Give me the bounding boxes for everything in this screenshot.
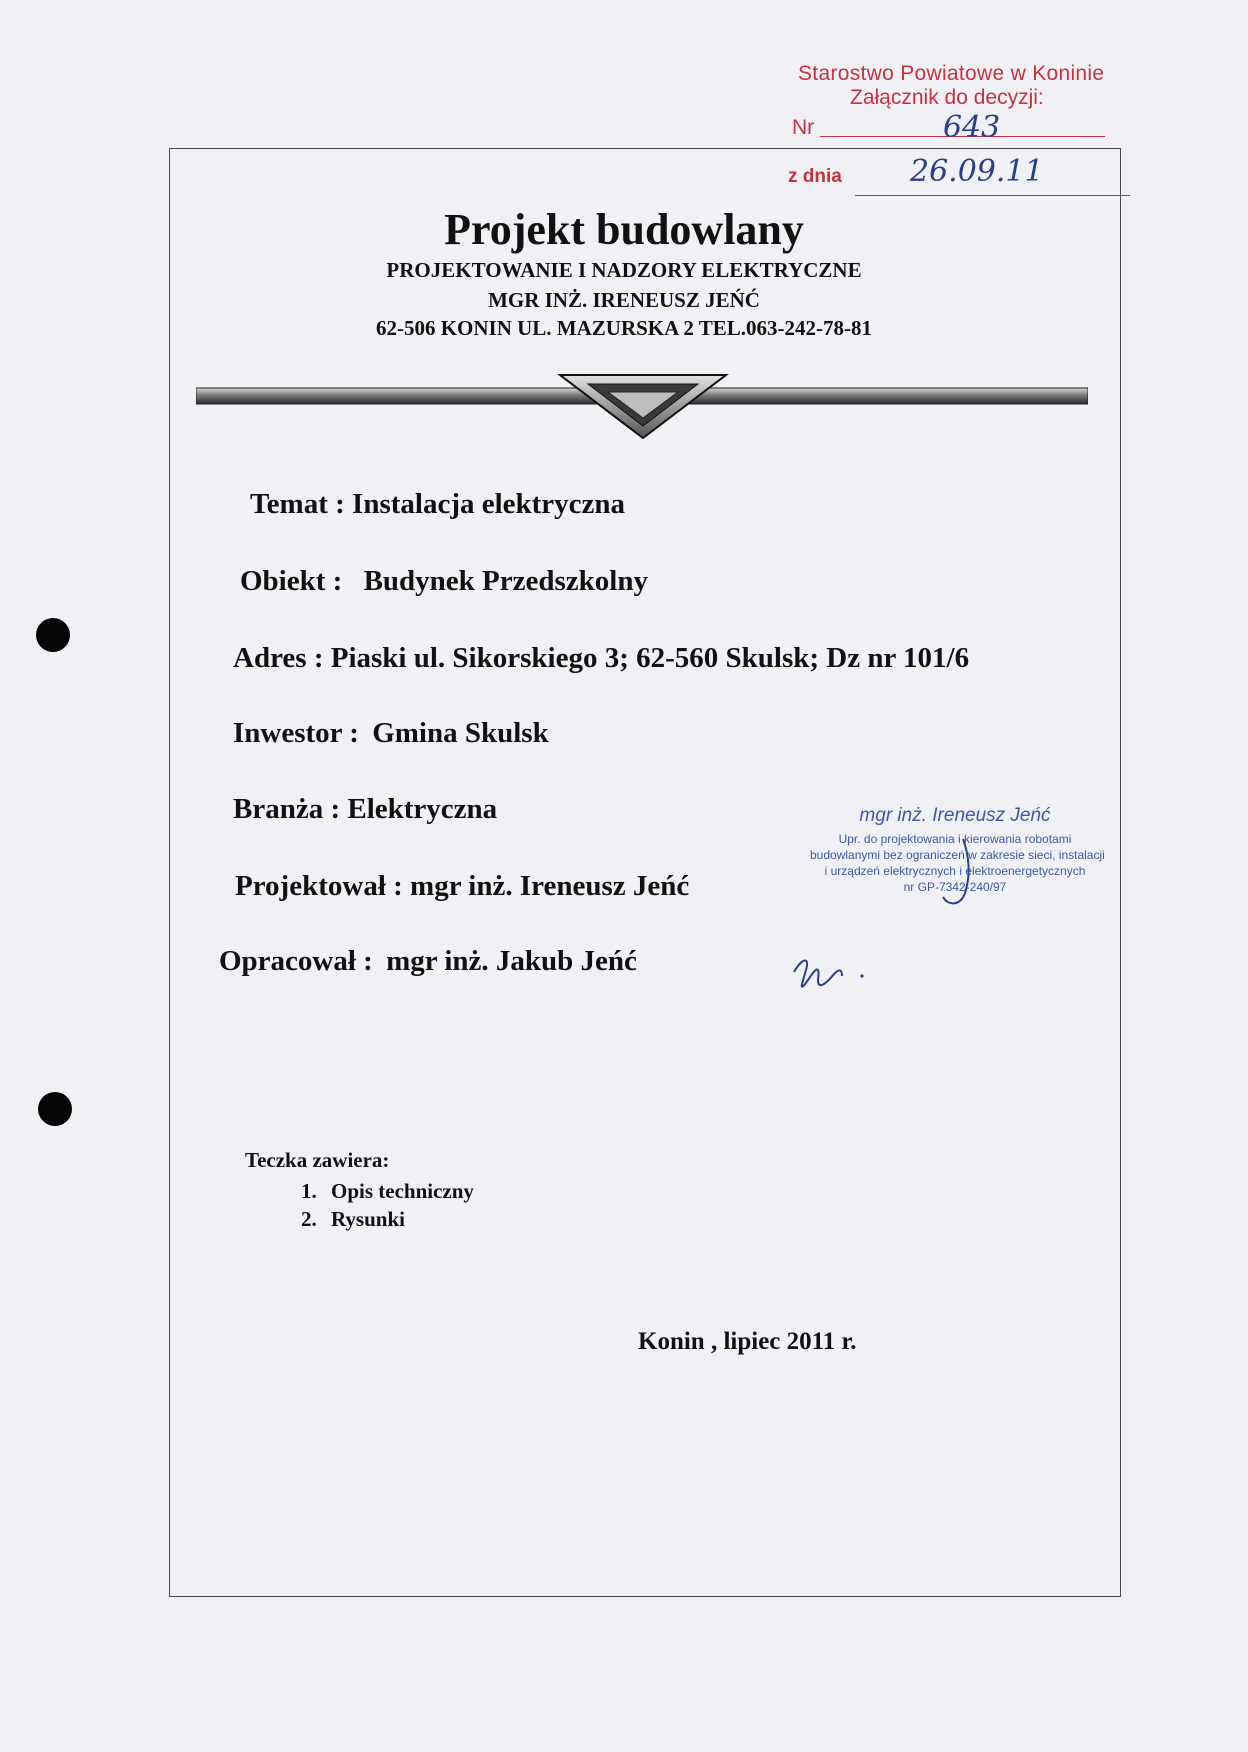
field-label: Projektował : (235, 870, 403, 902)
field-label: Adres : (233, 642, 324, 674)
field-value: mgr inż. Ireneusz Jeńć (410, 870, 690, 902)
stamp-engineer-name: mgr inż. Ireneusz Jeńć (859, 805, 1051, 826)
stamp-date-label: z dnia (788, 166, 842, 187)
field-label: Temat : (250, 488, 345, 520)
item-text: Rysunki (331, 1207, 405, 1231)
field-label: Branża : (233, 793, 341, 825)
contents-list (301, 1179, 474, 1232)
field-inwestor (233, 717, 549, 750)
document-title: Projekt budowlany (444, 205, 804, 254)
field-value: Budynek Przedszkolny (363, 565, 648, 597)
company-owner: MGR INŻ. IRENEUSZ JEŃĆ (488, 288, 760, 312)
stamp-attachment: Załącznik do decyzji: (850, 86, 1044, 109)
field-obiekt (240, 565, 648, 598)
field-opracowal (219, 945, 637, 978)
header-divider (196, 372, 1088, 440)
folder-contents (245, 1148, 474, 1235)
signature-icon (788, 950, 868, 998)
field-label: Inwestor : (233, 717, 359, 749)
stamp-line: nr GP-7342-240/97 (903, 880, 1007, 894)
stamp-line: i urządzeń elektrycznych i elektroenergetycznych (824, 864, 1086, 878)
place-date: Konin , lipiec 2011 r. (638, 1328, 857, 1355)
item-text: Opis techniczny (331, 1179, 474, 1203)
field-value: Piaski ul. Sikorskiego 3; 62-560 Skulsk; Dz nr 101/6 (330, 642, 970, 674)
stamp-nr-value: 643 (943, 110, 1001, 145)
field-branza (233, 793, 497, 826)
registry-stamp (780, 52, 1140, 212)
contents-heading: Teczka zawiera: (245, 1148, 390, 1172)
field-label: Opracował : (219, 945, 373, 977)
signature-icon (935, 835, 995, 915)
field-value: Gmina Skulsk (372, 717, 549, 749)
field-label: Obiekt : (240, 565, 343, 597)
item-number: 2. (301, 1207, 317, 1231)
stamp-line: budowlanymi bez ograniczeń w zakresie sieci, instalacji (810, 848, 1105, 862)
stamp-line: Upr. do projektowania i kierowania robotami (838, 832, 1072, 846)
list-item (301, 1207, 474, 1232)
punch-hole-icon (38, 1092, 72, 1126)
field-value: mgr inż. Jakub Jeńć (386, 945, 637, 977)
stamp-date-line (855, 195, 1130, 196)
field-value: Elektryczna (347, 793, 498, 825)
stamp-nr-label: Nr (792, 116, 815, 139)
field-value: Instalacja elektryczna (352, 488, 626, 520)
item-number: 1. (301, 1179, 317, 1203)
stamp-date-value: 26.09.11 (910, 154, 1044, 189)
company-address: 62-506 KONIN UL. MAZURSKA 2 TEL.063-242-78-81 (375, 316, 873, 340)
list-item (301, 1179, 474, 1204)
field-adres (233, 642, 969, 675)
company-name: PROJEKTOWANIE I NADZORY ELEKTRYCZNE (386, 258, 862, 282)
punch-hole-icon (36, 618, 70, 652)
field-temat (250, 488, 625, 521)
field-projektowal (235, 870, 689, 903)
stamp-office: Starostwo Powiatowe w Koninie (798, 62, 1105, 85)
